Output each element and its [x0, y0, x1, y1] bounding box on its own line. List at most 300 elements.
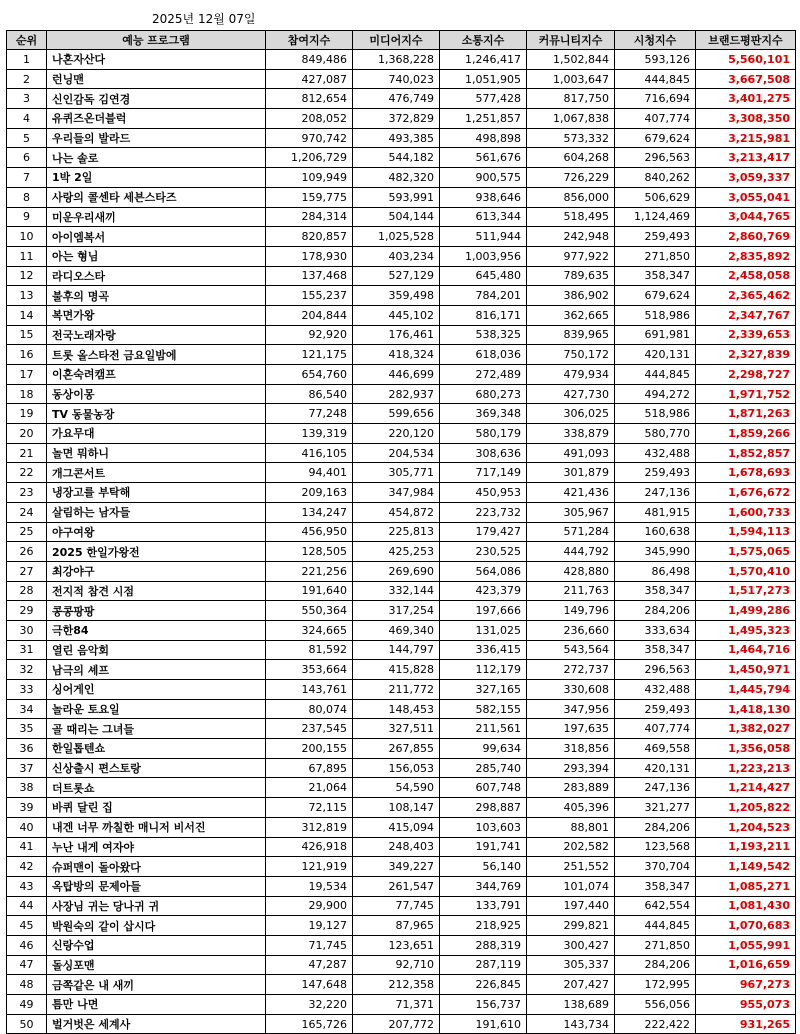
community-cell: 197,440 [527, 896, 615, 916]
viewing-cell: 358,347 [615, 640, 696, 660]
media-cell: 225,813 [353, 522, 440, 542]
brand-index-cell: 1,193,211 [696, 837, 796, 857]
participation-cell: 820,857 [266, 227, 353, 247]
community-cell: 428,880 [527, 561, 615, 581]
table-row [7, 916, 796, 936]
participation-cell: 29,900 [266, 896, 353, 916]
rank-cell: 6 [7, 148, 47, 168]
table-row [7, 69, 796, 89]
communication-cell: 900,575 [440, 168, 527, 188]
rank-cell: 31 [7, 640, 47, 660]
media-cell: 1,368,228 [353, 50, 440, 70]
community-cell: 211,763 [527, 581, 615, 601]
report-date: 2025년 12월 07일 [152, 12, 256, 26]
media-cell: 211,772 [353, 680, 440, 700]
community-cell: 750,172 [527, 345, 615, 365]
communication-cell: 645,480 [440, 266, 527, 286]
communication-cell: 938,646 [440, 187, 527, 207]
rank-cell: 18 [7, 384, 47, 404]
program-name-cell: 런닝맨 [47, 69, 266, 89]
communication-cell: 272,489 [440, 365, 527, 385]
community-cell: 197,635 [527, 719, 615, 739]
table-row [7, 109, 796, 129]
brand-index-cell: 1,495,323 [696, 620, 796, 640]
rank-cell: 7 [7, 168, 47, 188]
participation-cell: 312,819 [266, 817, 353, 837]
table-row [7, 975, 796, 995]
table-row [7, 404, 796, 424]
table-row [7, 876, 796, 896]
program-name-cell: 트롯 올스타전 금요일밤에 [47, 345, 266, 365]
viewing-cell: 679,624 [615, 128, 696, 148]
participation-cell: 77,248 [266, 404, 353, 424]
communication-cell: 191,610 [440, 1014, 527, 1034]
community-cell: 143,734 [527, 1014, 615, 1034]
program-name-cell: 내겐 너무 까칠한 매니저 비서진 [47, 817, 266, 837]
table-row [7, 719, 796, 739]
community-cell: 421,436 [527, 483, 615, 503]
communication-cell: 223,732 [440, 502, 527, 522]
viewing-cell: 358,347 [615, 581, 696, 601]
brand-index-cell: 1,575,065 [696, 542, 796, 562]
program-name-cell: 나혼자산다 [47, 50, 266, 70]
community-cell: 571,284 [527, 522, 615, 542]
media-cell: 403,234 [353, 246, 440, 266]
viewing-cell: 271,850 [615, 246, 696, 266]
participation-cell: 209,163 [266, 483, 353, 503]
table-row [7, 305, 796, 325]
communication-cell: 133,791 [440, 896, 527, 916]
col-header-program: 예능 프로그램 [47, 31, 266, 50]
community-cell: 330,608 [527, 680, 615, 700]
media-cell: 305,771 [353, 463, 440, 483]
brand-index-cell: 1,852,857 [696, 443, 796, 463]
media-cell: 504,144 [353, 207, 440, 227]
viewing-cell: 518,986 [615, 305, 696, 325]
communication-cell: 613,344 [440, 207, 527, 227]
viewing-cell: 444,845 [615, 916, 696, 936]
brand-index-cell: 1,517,273 [696, 581, 796, 601]
table-row [7, 227, 796, 247]
table-row [7, 995, 796, 1015]
media-cell: 212,358 [353, 975, 440, 995]
table-row [7, 148, 796, 168]
media-cell: 123,651 [353, 935, 440, 955]
viewing-cell: 556,056 [615, 995, 696, 1015]
communication-cell: 226,845 [440, 975, 527, 995]
communication-cell: 369,348 [440, 404, 527, 424]
communication-cell: 99,634 [440, 739, 527, 759]
col-header-brand-index: 브랜드평판지수 [696, 31, 796, 50]
participation-cell: 47,287 [266, 955, 353, 975]
brand-index-cell: 1,085,271 [696, 876, 796, 896]
communication-cell: 680,273 [440, 384, 527, 404]
table-row [7, 896, 796, 916]
program-name-cell: 골 때리는 그녀들 [47, 719, 266, 739]
participation-cell: 159,775 [266, 187, 353, 207]
media-cell: 476,749 [353, 89, 440, 109]
rank-cell: 27 [7, 561, 47, 581]
program-name-cell: 놀면 뭐하니 [47, 443, 266, 463]
communication-cell: 1,251,857 [440, 109, 527, 129]
program-name-cell: 전지적 참견 시점 [47, 581, 266, 601]
viewing-cell: 580,770 [615, 424, 696, 444]
rank-cell: 39 [7, 798, 47, 818]
table-row [7, 581, 796, 601]
community-cell: 251,552 [527, 857, 615, 877]
viewing-cell: 160,638 [615, 522, 696, 542]
community-cell: 88,801 [527, 817, 615, 837]
program-name-cell: 사랑의 콜센타 세븐스타즈 [47, 187, 266, 207]
community-cell: 301,879 [527, 463, 615, 483]
participation-cell: 86,540 [266, 384, 353, 404]
rank-cell: 11 [7, 246, 47, 266]
col-header-media: 미디어지수 [353, 31, 440, 50]
program-name-cell: 박원숙의 같이 삽시다 [47, 916, 266, 936]
program-name-cell: 극한84 [47, 620, 266, 640]
col-header-communication: 소통지수 [440, 31, 527, 50]
col-header-participation: 참여지수 [266, 31, 353, 50]
participation-cell: 284,314 [266, 207, 353, 227]
viewing-cell: 284,206 [615, 955, 696, 975]
brand-index-cell: 1,871,263 [696, 404, 796, 424]
communication-cell: 103,603 [440, 817, 527, 837]
communication-cell: 285,740 [440, 758, 527, 778]
program-name-cell: 신상출시 편스토랑 [47, 758, 266, 778]
community-cell: 318,856 [527, 739, 615, 759]
communication-cell: 298,887 [440, 798, 527, 818]
program-name-cell: 옥탑방의 문제아들 [47, 876, 266, 896]
viewing-cell: 518,986 [615, 404, 696, 424]
table-row [7, 168, 796, 188]
communication-cell: 498,898 [440, 128, 527, 148]
brand-index-cell: 1,356,058 [696, 739, 796, 759]
participation-cell: 109,949 [266, 168, 353, 188]
viewing-cell: 432,488 [615, 680, 696, 700]
communication-cell: 1,246,417 [440, 50, 527, 70]
rank-cell: 30 [7, 620, 47, 640]
program-name-cell: 살림하는 남자들 [47, 502, 266, 522]
program-name-cell: 최강야구 [47, 561, 266, 581]
table-row [7, 365, 796, 385]
rank-cell: 25 [7, 522, 47, 542]
rank-cell: 34 [7, 699, 47, 719]
participation-cell: 456,950 [266, 522, 353, 542]
media-cell: 282,937 [353, 384, 440, 404]
viewing-cell: 420,131 [615, 758, 696, 778]
program-name-cell: 아이엠복서 [47, 227, 266, 247]
program-name-cell: 사장님 귀는 당나귀 귀 [47, 896, 266, 916]
community-cell: 362,665 [527, 305, 615, 325]
rank-cell: 29 [7, 601, 47, 621]
viewing-cell: 420,131 [615, 345, 696, 365]
table-row [7, 522, 796, 542]
rank-cell: 17 [7, 365, 47, 385]
community-cell: 283,889 [527, 778, 615, 798]
table-row [7, 601, 796, 621]
participation-cell: 121,175 [266, 345, 353, 365]
brand-index-cell: 1,149,542 [696, 857, 796, 877]
participation-cell: 143,761 [266, 680, 353, 700]
table-body [7, 50, 796, 1034]
media-cell: 349,227 [353, 857, 440, 877]
community-cell: 138,689 [527, 995, 615, 1015]
participation-cell: 92,920 [266, 325, 353, 345]
brand-index-cell: 955,073 [696, 995, 796, 1015]
community-cell: 856,000 [527, 187, 615, 207]
participation-cell: 155,237 [266, 286, 353, 306]
brand-index-cell: 1,070,683 [696, 916, 796, 936]
brand-index-cell: 3,667,508 [696, 69, 796, 89]
brand-index-cell: 2,347,767 [696, 305, 796, 325]
table-row [7, 463, 796, 483]
program-name-cell: 라디오스타 [47, 266, 266, 286]
viewing-cell: 259,493 [615, 227, 696, 247]
viewing-cell: 407,774 [615, 109, 696, 129]
media-cell: 92,710 [353, 955, 440, 975]
viewing-cell: 333,634 [615, 620, 696, 640]
rank-cell: 1 [7, 50, 47, 70]
program-name-cell: 누난 내게 여자야 [47, 837, 266, 857]
communication-cell: 230,525 [440, 542, 527, 562]
communication-cell: 1,003,956 [440, 246, 527, 266]
table-row [7, 483, 796, 503]
table-row [7, 798, 796, 818]
table-row [7, 817, 796, 837]
viewing-cell: 86,498 [615, 561, 696, 581]
participation-cell: 426,918 [266, 837, 353, 857]
table-row [7, 443, 796, 463]
viewing-cell: 691,981 [615, 325, 696, 345]
viewing-cell: 679,624 [615, 286, 696, 306]
table-row [7, 660, 796, 680]
viewing-cell: 172,995 [615, 975, 696, 995]
program-name-cell: 복면가왕 [47, 305, 266, 325]
program-name-cell: 동상이몽 [47, 384, 266, 404]
table-row [7, 246, 796, 266]
program-name-cell: 냉장고를 부탁해 [47, 483, 266, 503]
brand-index-cell: 3,215,981 [696, 128, 796, 148]
communication-cell: 156,737 [440, 995, 527, 1015]
brand-reputation-table [6, 30, 796, 1034]
communication-cell: 618,036 [440, 345, 527, 365]
program-name-cell: 1박 2일 [47, 168, 266, 188]
rank-cell: 10 [7, 227, 47, 247]
community-cell: 338,879 [527, 424, 615, 444]
media-cell: 425,253 [353, 542, 440, 562]
table-row [7, 680, 796, 700]
brand-index-cell: 3,059,337 [696, 168, 796, 188]
community-cell: 817,750 [527, 89, 615, 109]
viewing-cell: 642,554 [615, 896, 696, 916]
media-cell: 446,699 [353, 365, 440, 385]
program-name-cell: 금쪽같은 내 새끼 [47, 975, 266, 995]
rank-cell: 41 [7, 837, 47, 857]
participation-cell: 19,534 [266, 876, 353, 896]
col-header-viewing: 시청지수 [615, 31, 696, 50]
viewing-cell: 444,845 [615, 69, 696, 89]
col-header-rank: 순위 [7, 31, 47, 50]
viewing-cell: 358,347 [615, 266, 696, 286]
communication-cell: 816,171 [440, 305, 527, 325]
program-name-cell: 바퀴 달린 집 [47, 798, 266, 818]
brand-index-cell: 1,214,427 [696, 778, 796, 798]
participation-cell: 67,895 [266, 758, 353, 778]
viewing-cell: 247,136 [615, 778, 696, 798]
program-name-cell: 전국노래자랑 [47, 325, 266, 345]
brand-index-cell: 1,499,286 [696, 601, 796, 621]
program-name-cell: 콩콩팡팡 [47, 601, 266, 621]
participation-cell: 128,505 [266, 542, 353, 562]
media-cell: 482,320 [353, 168, 440, 188]
brand-index-cell: 1,450,971 [696, 660, 796, 680]
viewing-cell: 123,568 [615, 837, 696, 857]
media-cell: 372,829 [353, 109, 440, 129]
participation-cell: 19,127 [266, 916, 353, 936]
viewing-cell: 370,704 [615, 857, 696, 877]
rank-cell: 2 [7, 69, 47, 89]
community-cell: 726,229 [527, 168, 615, 188]
program-name-cell: 남극의 셰프 [47, 660, 266, 680]
brand-index-cell: 3,213,417 [696, 148, 796, 168]
community-cell: 101,074 [527, 876, 615, 896]
media-cell: 204,534 [353, 443, 440, 463]
viewing-cell: 222,422 [615, 1014, 696, 1034]
viewing-cell: 444,845 [615, 365, 696, 385]
table-header-row [7, 31, 796, 50]
table-row [7, 502, 796, 522]
communication-cell: 131,025 [440, 620, 527, 640]
brand-index-cell: 1,418,130 [696, 699, 796, 719]
media-cell: 220,120 [353, 424, 440, 444]
community-cell: 386,902 [527, 286, 615, 306]
viewing-cell: 259,493 [615, 699, 696, 719]
community-cell: 405,396 [527, 798, 615, 818]
media-cell: 54,590 [353, 778, 440, 798]
rank-cell: 36 [7, 739, 47, 759]
brand-index-cell: 3,055,041 [696, 187, 796, 207]
community-cell: 242,948 [527, 227, 615, 247]
brand-index-cell: 5,560,101 [696, 50, 796, 70]
communication-cell: 717,149 [440, 463, 527, 483]
media-cell: 87,965 [353, 916, 440, 936]
communication-cell: 344,769 [440, 876, 527, 896]
program-name-cell: 한일톱텐쇼 [47, 739, 266, 759]
program-name-cell: 야구여왕 [47, 522, 266, 542]
rank-cell: 15 [7, 325, 47, 345]
brand-index-cell: 1,204,523 [696, 817, 796, 837]
viewing-cell: 247,136 [615, 483, 696, 503]
media-cell: 445,102 [353, 305, 440, 325]
table-row [7, 837, 796, 857]
participation-cell: 32,220 [266, 995, 353, 1015]
community-cell: 272,737 [527, 660, 615, 680]
participation-cell: 654,760 [266, 365, 353, 385]
brand-index-cell: 1,055,991 [696, 935, 796, 955]
viewing-cell: 271,850 [615, 935, 696, 955]
program-name-cell: 슈퍼맨이 돌아왔다 [47, 857, 266, 877]
participation-cell: 200,155 [266, 739, 353, 759]
community-cell: 299,821 [527, 916, 615, 936]
rank-cell: 48 [7, 975, 47, 995]
rank-cell: 40 [7, 817, 47, 837]
rank-cell: 14 [7, 305, 47, 325]
table-row [7, 699, 796, 719]
rank-cell: 8 [7, 187, 47, 207]
brand-index-cell: 2,458,058 [696, 266, 796, 286]
table-row [7, 561, 796, 581]
communication-cell: 218,925 [440, 916, 527, 936]
rank-cell: 24 [7, 502, 47, 522]
viewing-cell: 284,206 [615, 817, 696, 837]
brand-index-cell: 1,205,822 [696, 798, 796, 818]
table-row [7, 325, 796, 345]
viewing-cell: 840,262 [615, 168, 696, 188]
table-row [7, 758, 796, 778]
viewing-cell: 494,272 [615, 384, 696, 404]
participation-cell: 237,545 [266, 719, 353, 739]
communication-cell: 564,086 [440, 561, 527, 581]
community-cell: 491,093 [527, 443, 615, 463]
media-cell: 148,453 [353, 699, 440, 719]
communication-cell: 561,676 [440, 148, 527, 168]
media-cell: 599,656 [353, 404, 440, 424]
program-name-cell: 신인감독 김연경 [47, 89, 266, 109]
rank-cell: 38 [7, 778, 47, 798]
community-cell: 347,956 [527, 699, 615, 719]
brand-index-cell: 2,835,892 [696, 246, 796, 266]
communication-cell: 607,748 [440, 778, 527, 798]
rank-cell: 50 [7, 1014, 47, 1034]
community-cell: 518,495 [527, 207, 615, 227]
table-row [7, 345, 796, 365]
media-cell: 317,254 [353, 601, 440, 621]
rank-cell: 4 [7, 109, 47, 129]
community-cell: 1,502,844 [527, 50, 615, 70]
rank-cell: 44 [7, 896, 47, 916]
media-cell: 544,182 [353, 148, 440, 168]
communication-cell: 112,179 [440, 660, 527, 680]
brand-index-cell: 3,044,765 [696, 207, 796, 227]
media-cell: 469,340 [353, 620, 440, 640]
media-cell: 740,023 [353, 69, 440, 89]
program-name-cell: 아는 형님 [47, 246, 266, 266]
brand-index-cell: 2,339,653 [696, 325, 796, 345]
program-name-cell: 신랑수업 [47, 935, 266, 955]
program-name-cell: 벌거벗은 세계사 [47, 1014, 266, 1034]
program-name-cell: 유퀴즈온더블럭 [47, 109, 266, 129]
media-cell: 269,690 [353, 561, 440, 581]
rank-cell: 46 [7, 935, 47, 955]
communication-cell: 580,179 [440, 424, 527, 444]
viewing-cell: 284,206 [615, 601, 696, 621]
rank-cell: 37 [7, 758, 47, 778]
rank-cell: 43 [7, 876, 47, 896]
brand-index-cell: 1,081,430 [696, 896, 796, 916]
participation-cell: 139,319 [266, 424, 353, 444]
participation-cell: 80,074 [266, 699, 353, 719]
program-name-cell: TV 동물농장 [47, 404, 266, 424]
program-name-cell: 나는 솔로 [47, 148, 266, 168]
table-row [7, 640, 796, 660]
program-name-cell: 우리들의 발라드 [47, 128, 266, 148]
program-name-cell: 싱어게인 [47, 680, 266, 700]
participation-cell: 1,206,729 [266, 148, 353, 168]
communication-cell: 450,953 [440, 483, 527, 503]
viewing-cell: 432,488 [615, 443, 696, 463]
media-cell: 415,094 [353, 817, 440, 837]
media-cell: 332,144 [353, 581, 440, 601]
